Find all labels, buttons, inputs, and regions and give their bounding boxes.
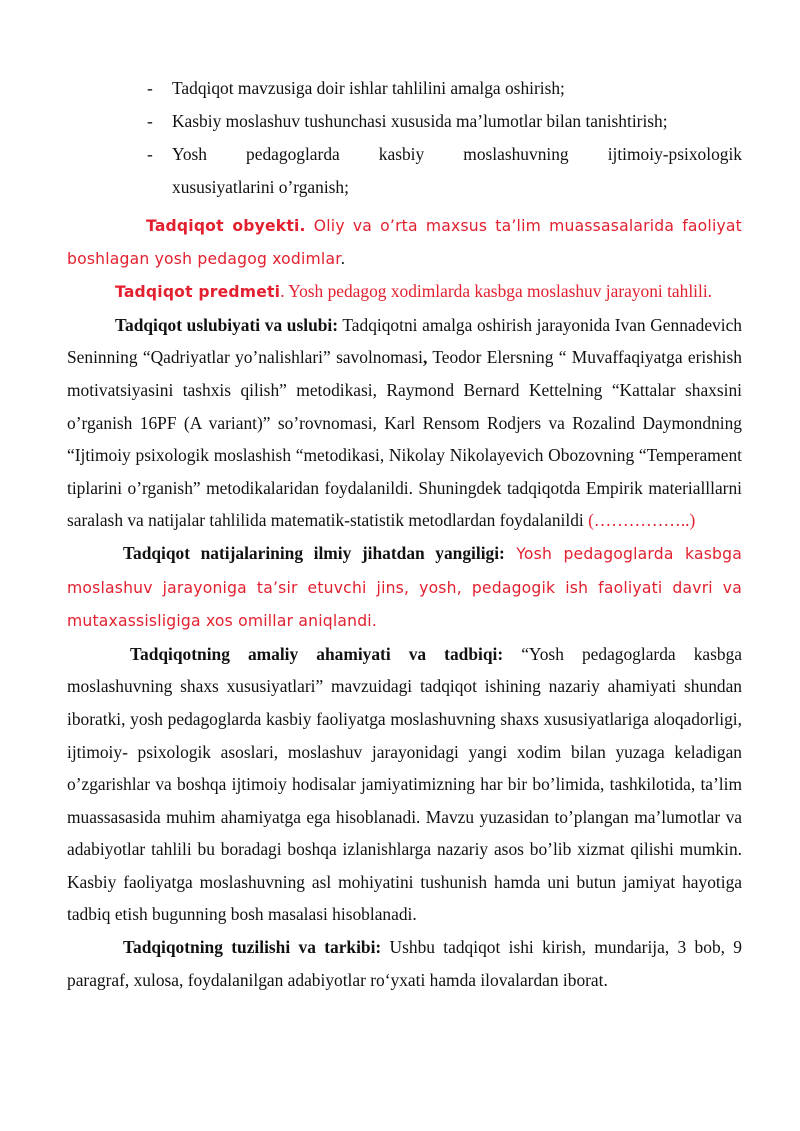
- research-subject-paragraph: [67, 275, 742, 309]
- object-end: .: [340, 249, 346, 268]
- list-item: [67, 72, 742, 105]
- research-methods-paragraph: [67, 309, 742, 537]
- task-list: [67, 72, 742, 204]
- methods-dots: (……………..): [588, 510, 696, 531]
- practical-text: “Yosh pedagoglarda kasbga moslashuvning shaxs xususiyatlari” mavzuidagi tadqiqot ishining nazariy ahamiyati shundan iboratki, yosh pedagoglarda kasbiy faoliyatga moslashuvning shaxs xususiyatlariga aloqadorligi, ijtimoiy- psixologik asoslari, moslashuv jarayonidagi yangi xodim bilan yuzaga keladigan o’zgarishlar va boshqa ijtimoiy hodisalar jamiyatimizning har bir bo’limida, tashkilotida, ta’lim muassasasida muhim ahamiyatga ega hisoblanadi. Mavzu yuzasidan to’plangan ma’lumotlar va adabiyotlar tahlili bu boradagi boshqa izlanishlarga nazariy asos bo’lib xizmat qilishi mumkin. Kasbiy faoliyatga moslashuvning asl mohiyatini tushunish hamda uni butun jamiyat hayotiga tadbiq etish bugunning bosh masalasi hisoblanadi.: [67, 643, 742, 925]
- methods-comma: ,: [423, 347, 428, 368]
- list-item: [67, 105, 742, 138]
- practical-label: Tadqiqotning amaliy ahamiyati va tadbiqi:: [130, 643, 504, 664]
- novelty-label: Tadqiqot natijalarining ilmiy jihatdan yangiligi:: [123, 542, 505, 563]
- subject-text: . Yosh pedagog xodimlarda kasbga moslashuv jarayoni tahlili.: [280, 281, 713, 302]
- research-object-paragraph: [67, 210, 742, 275]
- list-item: [67, 138, 742, 171]
- list-dash: -: [147, 78, 153, 98]
- list-item-text: xususiyatlarini o’rganish;: [172, 177, 349, 197]
- list-item-text: Yosh pedagoglarda kasbiy moslashuvning ijtimoiy-psixologik: [172, 144, 742, 164]
- practical-paragraph: [67, 638, 742, 931]
- novelty-text: Yosh pedagoglarda kasbga moslashuv jarayoniga ta’sir etuvchi jins, yosh, pedagogik ish faoliyati davri va mutaxassisligiga xos omillar aniqlandi.: [67, 544, 742, 631]
- subject-label: Tadqiqot predmeti: [115, 283, 281, 302]
- structure-text: Ushbu tadqiqot ishi kirish, mundarija, 3 bob, 9 paragraf, xulosa, foydalanilgan adabiyotlar ro‘yxati hamda ilovalardan iborat.: [67, 937, 743, 990]
- object-label: Tadqiqot obyekti.: [146, 217, 306, 235]
- list-dash: -: [147, 144, 153, 164]
- object-text: Oliy va o’rta maxsus ta’lim muassasalarida faoliyat boshlagan yosh pedagog xodimlar: [67, 217, 742, 268]
- structure-label: Tadqiqotning tuzilishi va tarkibi:: [123, 937, 382, 958]
- methods-text-2: Teodor Elersning “ Muvaffaqiyatga erishish motivatsiyasini tashxis qilish” metodikasi, Raymond Bernard Kettelning “Kattalar shaxsini o’rganish 16PF (A variant)” so’rovnomasi, Karl Rensom Rodjers va Rozalind Daymondning “Ijtimoiy psixologik moslashish “metodikasi, Nikolay Nikolayevich Obozovning “Temperament tiplarini o’rganish” metodikalaridan foydalanildi. Shuningdek tadqiqotda Empirik materialllarni saralash va natijalar tahlilida matematik-statistik metodlardan foydalanildi: [67, 347, 742, 531]
- structure-paragraph: [67, 931, 742, 996]
- novelty-paragraph: [67, 537, 742, 638]
- methods-text-1: Tadqiqotni amalga oshirish jarayonida Ivan Gennadevich Seninning “Qadriyatlar yo’nalishlari” savolnomasi: [67, 314, 742, 368]
- methods-label: Tadqiqot uslubiyati va uslubi:: [115, 314, 339, 335]
- list-item-continuation: [67, 171, 742, 204]
- list-item-text: Tadqiqot mavzusiga doir ishlar tahlilini amalga oshirish;: [172, 78, 565, 98]
- list-dash: -: [147, 111, 153, 131]
- list-item-text: Kasbiy moslashuv tushunchasi xususida ma’lumotlar bilan tanishtirish;: [172, 111, 668, 131]
- document-page: [67, 72, 742, 996]
